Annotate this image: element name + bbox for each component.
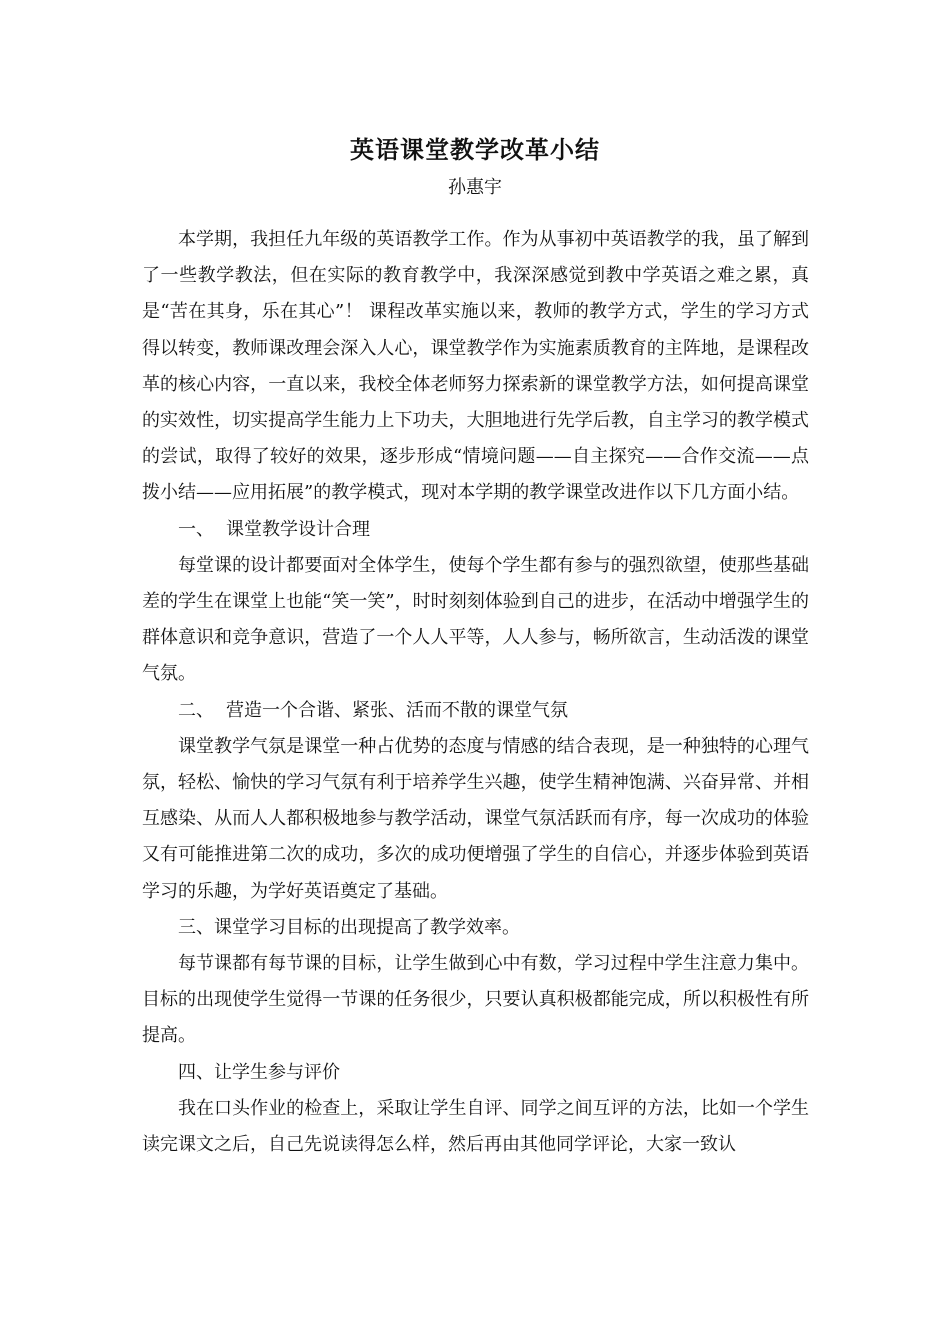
section-heading-3: 三、课堂学习目标的出现提高了教学效率。 xyxy=(178,916,520,938)
document-body xyxy=(142,222,809,1163)
section-number: 一、 xyxy=(178,518,214,540)
section-heading-1 xyxy=(142,512,809,548)
section-paragraph-2: 课堂教学气氛是课堂一种占优势的态度与情感的结合表现，是一种独特的心理气氛，轻松、愉快的学习气氛有利于培养学生兴趣，使学生精神饱满、兴奋异常、并相互感染、从而人人都积极地参与教学活动，课堂气氛活跃而有序，每一次成功的体验又有可能推进第二次的成功，多次的成功便增强了学生的自信心，并逐步体验到英语学习的乐趣，为学好英语奠定了基础。 xyxy=(142,735,809,902)
section-paragraph-3: 每节课都有每节课的目标，让学生做到心中有数，学习过程中学生注意力集中。目标的出现使学生觉得一节课的任务很少，只要认真积极都能完成，所以积极性有所提高。 xyxy=(142,953,809,1047)
section-paragraph-4: 我在口头作业的检查上，采取让学生自评、同学之间互评的方法，比如一个学生读完课文之后，自己先说读得怎么样，然后再由其他同学评论，大家一致认 xyxy=(142,1097,809,1156)
section-heading-4: 四、让学生参与评价 xyxy=(178,1061,340,1083)
intro-paragraph: 本学期，我担任九年级的英语教学工作。作为从事初中英语教学的我，虽了解到了一些教学教法，但在实际的教育教学中，我深深感觉到教中学英语之难之累，真是“苦在其身，乐在其心”！ 课程改革实施以来，教师的教学方式，学生的学习方式得以转变，教师课改理会深入人心，课堂教学作为实施素质教育的主阵地，是课程改革的核心内容，一直以来，我校全体老师努力探索新的课堂教学方法，如何提高课堂的实效性，切实提高学生能力上下功夫，大胆地进行先学后教，自主学习的教学模式的尝试，取得了较好的效果，逐步形成“情境问题——自主探究——合作交流——点拨小结——应用拓展”的教学模式，现对本学期的教学课堂改进作以下几方面小结。 xyxy=(142,229,809,504)
section-number: 二、 xyxy=(178,699,214,721)
section-heading-text: 课堂教学设计合理 xyxy=(226,518,370,540)
section-heading-2 xyxy=(142,693,809,729)
document-author: 孙惠宇 xyxy=(448,177,502,198)
section-heading-text: 营造一个合谐、紧张、活而不散的课堂气氛 xyxy=(226,699,568,721)
document-title: 英语课堂教学改革小结 xyxy=(350,136,600,164)
section-paragraph-1: 每堂课的设计都要面对全体学生，使每个学生都有参与的强烈欲望，使那些基础差的学生在课堂上也能“笑一笑”，时时刻刻体验到自己的进步，在活动中增强学生的群体意识和竞争意识，营造了一个人人平等，人人参与，畅所欲言，生动活泼的课堂气氛。 xyxy=(142,554,809,685)
